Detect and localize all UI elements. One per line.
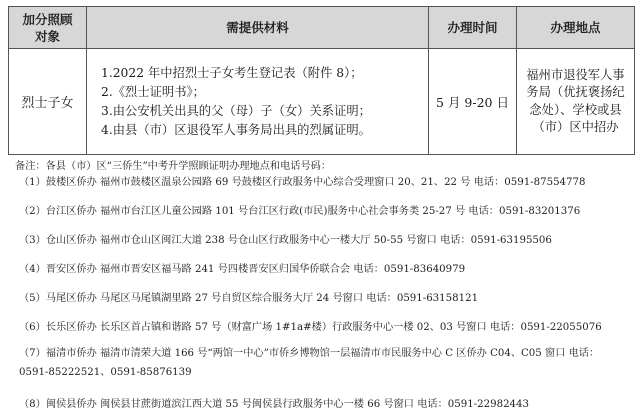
office-line: （8）闽侯县侨办 闽侯县甘蔗街道滨江西大道 55 号闽侯县行政服务中心一楼 66 号窗口 电话：0591-22982443 bbox=[19, 399, 529, 410]
row-time: 5 月 9-20 日 bbox=[429, 49, 517, 155]
office-line: 0591-85222521、0591-85876139 bbox=[19, 367, 192, 378]
office-line: （5）马尾区侨办 马尾区马尾镇湖里路 27 号自贸区综合服务大厅 24 号窗口 电话：0591-63158121 bbox=[19, 293, 479, 304]
note-title: 备注：各县（市）区“三侨生”中考升学照顾证明办理地点和电话号码： bbox=[15, 161, 332, 172]
office-item-jinan bbox=[19, 260, 465, 279]
row-place: 福州市退役军人事务局（优抚褒扬纪念处）、学校或县（市）区中招办 bbox=[517, 49, 635, 155]
header-materials: 需提供材料 bbox=[87, 7, 429, 49]
office-item-cangshan bbox=[19, 231, 552, 250]
header-time: 办理时间 bbox=[429, 7, 517, 49]
office-line: （1）鼓楼区侨办 福州市鼓楼区温泉公园路 69 号鼓楼区行政服务中心综合受理窗口 20、21、22 号 电话：0591-87554778 bbox=[19, 177, 586, 188]
material-item: 2.《烈士证明书》； bbox=[101, 84, 205, 99]
header-category: 加分照顾对象 bbox=[9, 7, 87, 49]
office-item-fuqing bbox=[19, 344, 599, 382]
office-item-minhou bbox=[19, 395, 529, 414]
office-item-changle bbox=[19, 318, 602, 337]
table-row bbox=[9, 49, 635, 155]
material-item: 1.2022 年中招烈士子女考生登记表（附件 8）； bbox=[101, 65, 363, 80]
materials-table bbox=[8, 6, 635, 155]
row-category: 烈士子女 bbox=[9, 49, 87, 155]
material-item: 3.由公安机关出具的父（母）子（女）关系证明； bbox=[101, 103, 371, 118]
office-line: （4）晋安区侨办 福州市晋安区福马路 241 号四楼晋安区归国华侨联合会 电话：0591-83640979 bbox=[19, 264, 466, 275]
office-line: （6）长乐区侨办 长乐区首占镇和谐路 57 号（财富广场 1#1a#楼）行政服务中心一楼 02、03 号窗口 电话：0591-22055076 bbox=[19, 322, 602, 333]
office-item-gulou bbox=[19, 173, 585, 192]
table-header-row bbox=[9, 7, 635, 49]
header-place: 办理地点 bbox=[517, 7, 635, 49]
office-line: （7）福清市侨办 福清市清荣大道 166 号“两馆一中心”市侨乡博物馆一层福清市市民服务中心 C 区侨办 C04、C05 窗口 电话： bbox=[19, 348, 600, 359]
office-item-taijiang bbox=[19, 202, 580, 221]
material-item: 4.由县（市）区退役军人事务局出具的烈属证明。 bbox=[101, 122, 371, 137]
office-line: （2）台江区侨办 福州市台江区儿童公园路 101 号台江区行政(市民)服务中心社会事务类 25-27 号 电话：0591-83201376 bbox=[19, 206, 581, 217]
row-materials bbox=[87, 49, 429, 155]
office-line: （3）仓山区侨办 福州市仓山区闽江大道 238 号仓山区行政服务中心一楼大厅 50-55 号窗口 电话：0591-63195506 bbox=[19, 235, 552, 246]
office-item-mawei bbox=[19, 289, 478, 308]
